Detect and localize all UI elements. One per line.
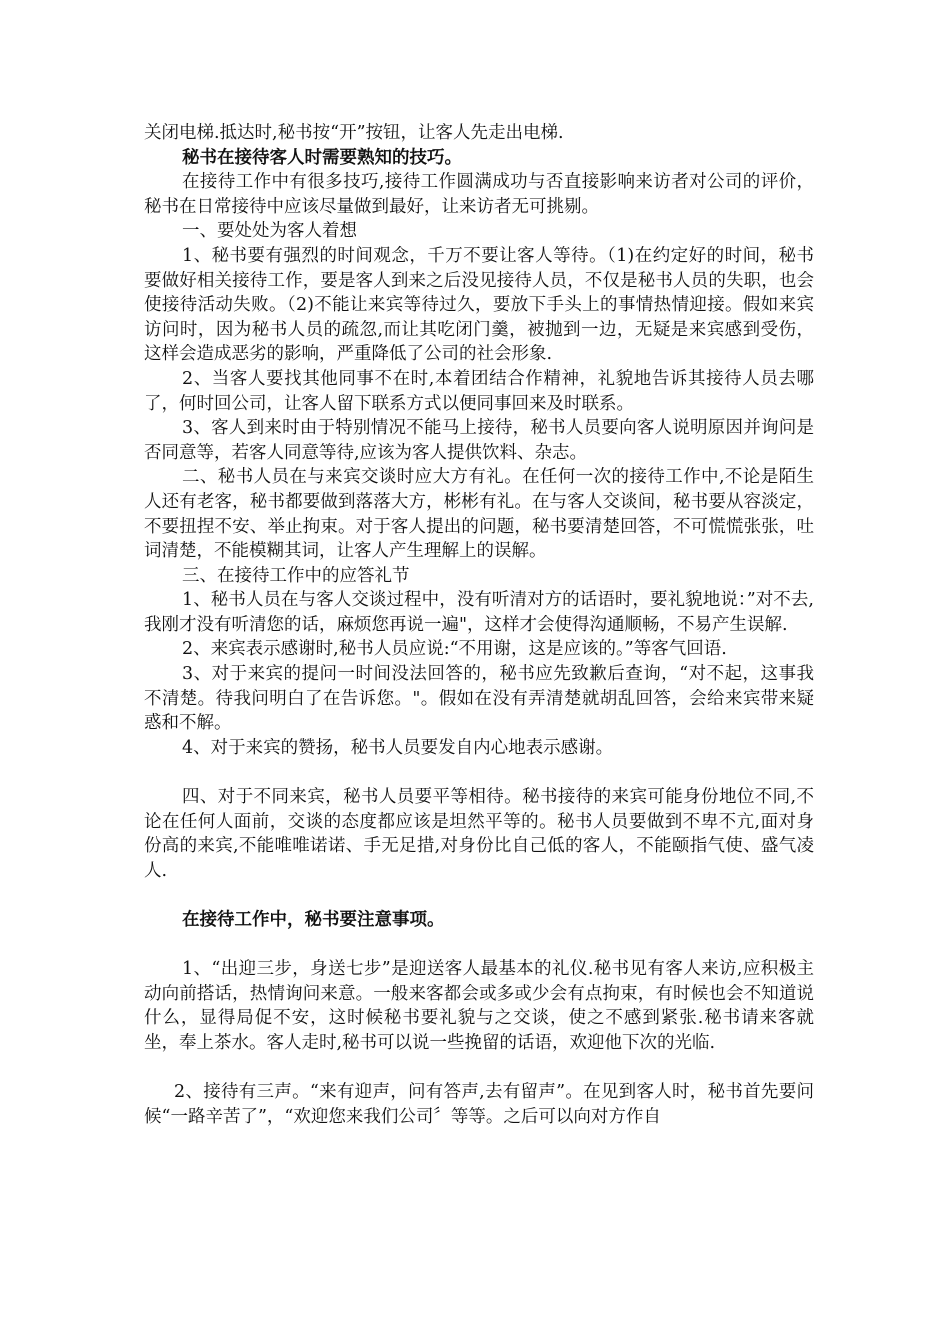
paragraph: 1、秘书要有强烈的时间观念，千万不要让客人等待。（1)在约定好的时间，秘书要做好相关接待工作，要是客人到来之后没见接待人员，不仅是秘书人员的失职，也会使接待活动失败。（2)不能让来宾等待过久，要放下手头上的事情热情迎接。假如来宾访问时，因为秘书人员的疏忽,而让其吃闭门羹，被抛到一边，无疑是来宾感到受伤，这样会造成恶劣的影响，严重降低了公司的社会形象.	[144, 245, 814, 365]
paragraph: 2、来宾表示感谢时,秘书人员应说:“不用谢，这是应该的。”等客气回语.	[182, 639, 727, 660]
paragraph: 2、当客人要找其他同事不在时,本着团结合作精神，礼貌地告诉其接待人员去哪了，何时回公司，让客人留下联系方式以便同事回来及时联系。	[144, 368, 814, 414]
paragraph: 3、客人到来时由于特别情况不能马上接待，秘书人员要向客人说明原因并询问是否同意等，若客人同意等待,应该为客人提供饮料、杂志。	[144, 418, 814, 463]
paragraph: 四、对于不同来宾，秘书人员要平等相待。秘书接待的来宾可能身份地位不同,不论在任何人面前，交谈的态度都应该是坦然平等的。秘书人员要做到不卑不亢,面对身份高的来宾,不能唯唯诺诺、手无足措,对身份比自己低的客人，不能颐指气使、盛气凌人.	[144, 787, 814, 881]
blank-line	[144, 933, 814, 958]
section-heading: 在接待工作中，秘书要注意事项。	[182, 910, 445, 930]
paragraph: 关闭电梯.抵达时,秘书按“开”按钮，让客人先走出电梯.	[144, 123, 564, 143]
paragraph: 4、对于来宾的赞扬，秘书人员要发自内心地表示感谢。	[182, 737, 614, 758]
document-page	[144, 121, 814, 1129]
paragraph: 二、秘书人员在与来宾交谈时应大方有礼。在任何一次的接待工作中,不论是陌生人还有老客，秘书都要做到落落大方，彬彬有礼。在与客人交谈间，秘书要从容淡定，不要扭捏不安、举止拘束。对于客人提出的问题，秘书要清楚回答，不可慌慌张张，吐词清楚，不能模糊其词，让客人产生理解上的误解。	[144, 467, 814, 562]
paragraph: 1、“出迎三步，身送七步”是迎送客人最基本的礼仪.秘书见有客人来访,应积极主动向前搭话，热情询问来意。一般来客都会或多或少会有点拘束，有时候也会不知道说什么，显得局促不安，这时候秘书要礼貌与之交谈，使之不感到紧张.秘书请来客就坐，奉上茶水。客人走时,秘书可以说一些挽留的话语，欢迎他下次的光临.	[144, 959, 814, 1053]
section-heading: 三、在接待工作中的应答礼节	[182, 565, 410, 586]
paragraph: 在接待工作中有很多技巧,接待工作圆满成功与否直接影响来访者对公司的评价，秘书在日常接待中应该尽量做到最好，让来访者无可挑剔。	[144, 172, 814, 217]
blank-line	[144, 760, 814, 785]
blank-line	[144, 1056, 814, 1081]
section-heading: 一、要处处为客人着想	[182, 221, 357, 242]
paragraph: 2、接待有三声。“来有迎声，问有答声,去有留声”。在见到客人时，秘书首先要问候“一路辛苦了”，“欢迎您来我们公司〞等等。之后可以向对方作自	[144, 1082, 814, 1127]
paragraph: 3、对于来宾的提问一时间没法回答的，秘书应先致歉后查询，“对不起，这事我不清楚。待我问明白了在告诉您。"。假如在没有弄清楚就胡乱回答，会给来宾带来疑惑和不解。	[144, 664, 814, 734]
blank-line	[144, 883, 814, 908]
paragraph: 1、秘书人员在与客人交谈过程中，没有听清对方的话语时，要礼貌地说：”对不去,我刚才没有听清您的话，麻烦您再说一遍"，这样才会使得沟通顺畅，不易产生误解.	[144, 590, 814, 635]
section-heading: 秘书在接待客人时需要熟知的技巧。	[182, 147, 462, 168]
